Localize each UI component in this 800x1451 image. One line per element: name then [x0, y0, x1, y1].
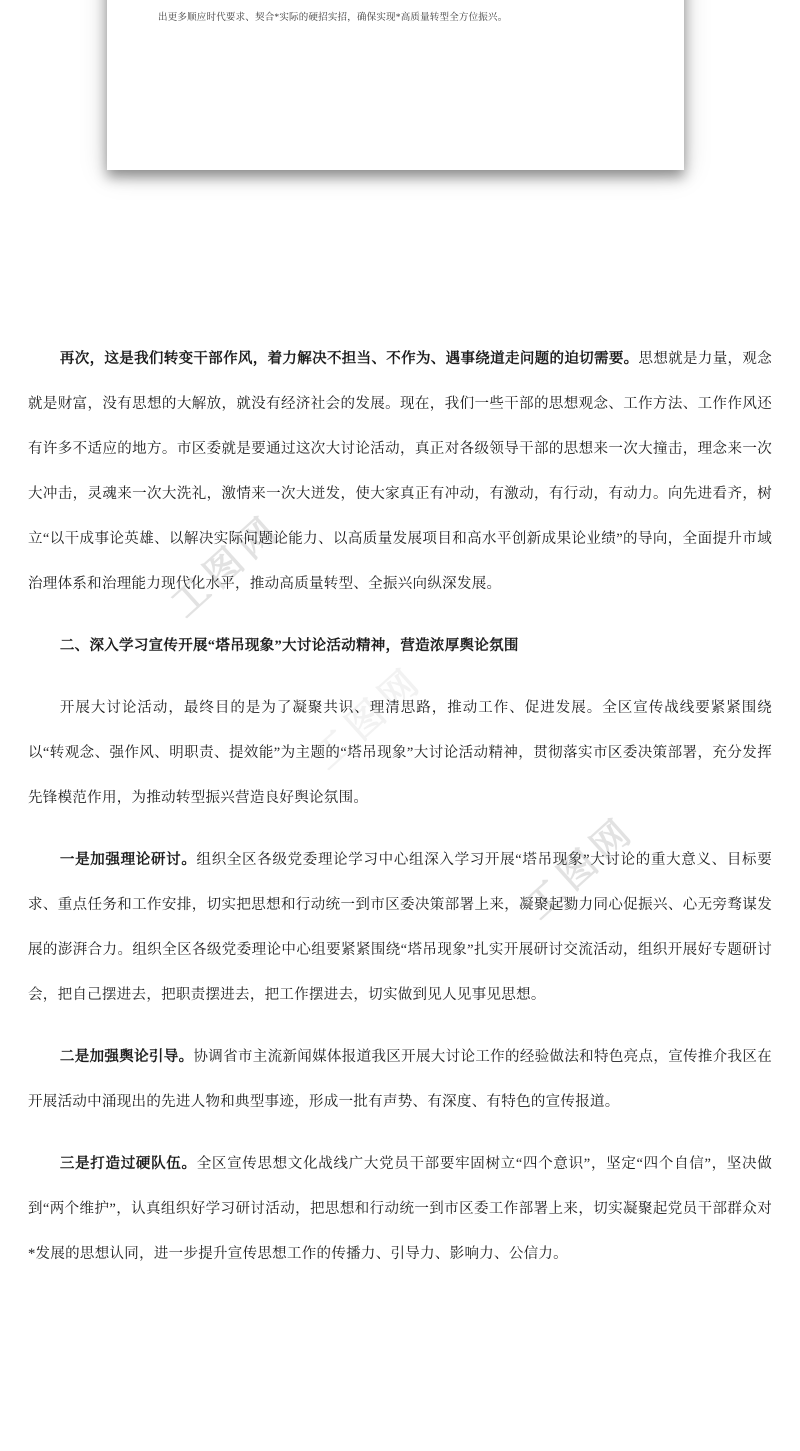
paragraph-lead: 三是打造过硬队伍。: [59, 1156, 197, 1172]
document-body: [28, 337, 772, 1294]
paragraph-body: 协调省市主流新闻媒体报道我区开展大讨论工作的经验做法和特色亮点，宣传推介我区在开展活动中涌现出的先进人物和典型事迹，形成一批有声势、有深度、有特色的宣传报道。: [28, 1049, 772, 1110]
paragraph-point-3-team: [28, 1142, 772, 1277]
paragraph-lead: 再次，这是我们转变干部作风，着力解决不担当、不作为、遇事绕道走问题的迫切需要。: [59, 351, 639, 367]
site-watermark: 工图网: [306, 658, 432, 778]
paragraph-cadre-style: [28, 337, 772, 607]
previous-page-tail-text: 出更多顺应时代要求、契合*实际的硬招实招，确保实现*高质量转型全方位振兴。: [158, 13, 508, 23]
paragraph-body: 全区宣传思想文化战线广大党员干部要牢固树立“四个意识”，坚定“四个自信”，坚决做到“两个维护”，认真组织好学习研讨活动，把思想和行动统一到市区委工作部署上来，切实凝聚起党员干部群众对*发展的思想认同，进一步提升宣传思想工作的传播力、引导力、影响力、公信力。: [28, 1156, 772, 1262]
paragraph-lead: 一是加强理论研讨。: [59, 852, 197, 868]
paragraph-discussion-purpose: [28, 686, 772, 821]
previous-page-card: [107, 0, 684, 170]
paragraph-body: 开展大讨论活动，最终目的是为了凝聚共识、理清思路，推动工作、促进发展。全区宣传战线要紧紧围绕以“转观念、强作风、明职责、提效能”为主题的“塔吊现象”大讨论活动精神，贯彻落实市区委决策部署，充分发挥先锋模范作用，为推动转型振兴营造良好舆论氛围。: [28, 700, 772, 806]
site-watermark: 工图网: [518, 808, 644, 928]
paragraph-point-2-publicity: [28, 1035, 772, 1125]
site-watermark: 工图网: [164, 506, 290, 626]
paragraph-body: 组织全区各级党委理论学习中心组深入学习开展“塔吊现象”大讨论的重大意义、目标要求、重点任务和工作安排，切实把思想和行动统一到市区委决策部署上来，凝聚起勠力同心促振兴、心无旁骛谋发展的澎湃合力。组织全区各级党委理论中心组要紧紧围绕“塔吊现象”扎实开展研讨交流活动，组织开展好专题研讨会，把自己摆进去，把职责摆进去，把工作摆进去，切实做到见人见事见思想。: [28, 852, 772, 1003]
paragraph-lead: 二是加强舆论引导。: [59, 1049, 194, 1065]
section-heading-2: 二、深入学习宣传开展“塔吊现象”大讨论活动精神，营造浓厚舆论氛围: [59, 638, 519, 654]
paragraph-body: 思想就是力量，观念就是财富，没有思想的大解放，就没有经济社会的发展。现在，我们一些干部的思想观念、工作方法、工作作风还有许多不适应的地方。市区委就是要通过这次大讨论活动，真正对各级领导干部的思想来一次大撞击，理念来一次大冲击，灵魂来一次大洗礼，激情来一次大迸发，使大家真正有冲动，有激动，有行动，有动力。向先进看齐，树立“以干成事论英雄、以解决实际问题论能力、以高质量发展项目和高水平创新成果论业绩”的导向，全面提升市域治理体系和治理能力现代化水平，推动高质量转型、全振兴向纵深发展。: [28, 351, 772, 592]
paragraph-point-1-theory: [28, 838, 772, 1018]
